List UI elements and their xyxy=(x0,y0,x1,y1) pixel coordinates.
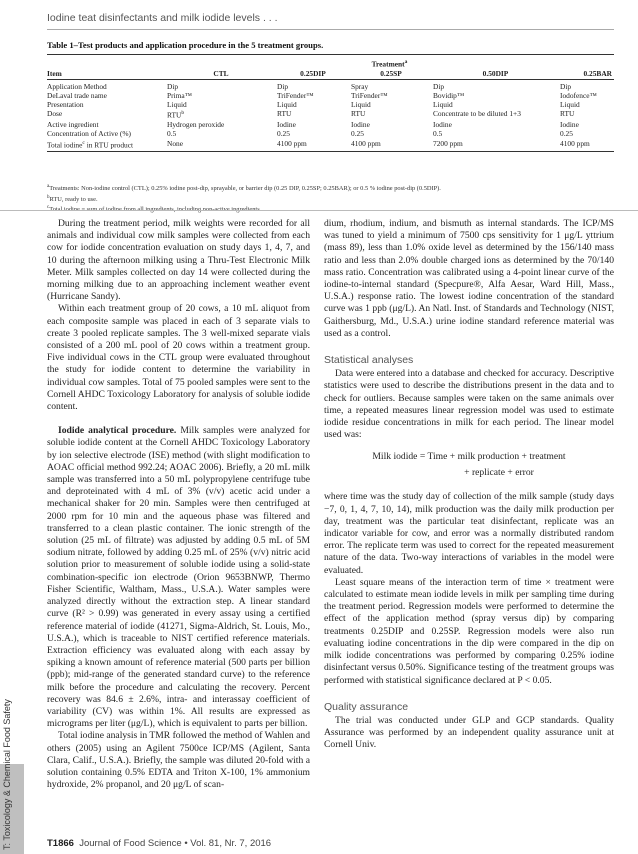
table-row: Concentration of Active (%) 0.5 0.25 0.25 0.5 0.25 xyxy=(47,129,573,139)
journal-volume: Vol. 81, Nr. 7, 2016 xyxy=(190,838,272,849)
table-row: Application Method Dip Dip Spray Dip Dip xyxy=(47,81,572,91)
header-rule xyxy=(47,29,614,30)
col-header-025dip: 0.25DIP xyxy=(277,69,351,80)
paragraph: The trial was conducted under GLP and GCP standards. Quality Assurance was performed by an independent quality assurance unit at Cornell Univ. xyxy=(324,714,614,751)
paragraph: Least square means of the interaction term of time × treatment were calculated to estimate mean iodide levels in milk per sampling time during the treatment period. Regression models were performed to determine the effect of the application method (spray versus dip) by comparing treatments 0.25DIP and 0.25SP. Regression models were also run evaluating iodine concentrations in the dip were compared in the dip on milk iodide concentrations was performed by comparing 0.25% iodine disinfectant versus 0.50%. Significance testing of the treatment groups was performed with statistical significance declared at P < 0.05. xyxy=(324,576,614,686)
col-header-050dip: 0.50DIP xyxy=(433,69,560,80)
left-column xyxy=(47,218,310,791)
section-heading-quality-assurance: Quality assurance xyxy=(324,700,409,713)
table-row: Total iodine$^c$ in RTU product None 4100 ppm 4100 ppm 7200 ppm 4100 ppm xyxy=(47,139,614,152)
paragraph: Iodide analytical procedure. Milk samples were analyzed for soluble iodide content at the Cornell AHDC Toxicology Laboratory by ion selective electrode (ISE) method (with slight modification to AOAC official method 992.24; AOAC 2006). Briefly, a 20 mL milk sample was transferred into a 50 mL polypropylene centrifuge tube and deproteinated with 4 mL of 3% (v/v) acetic acid under a mechanical shaker for 20 min. Samples were then centrifuged at 2000 rpm for 10 min and the aqueous phase was filtered and transferred to a clean plastic container. The ionic strength of the solution (25 mL of filtrate) was adjusted by adding 0.5 mL of 5M sodium nitrate, followed by adding 0.25 mL of 25% (v/v) nitric acid solution prior to measurement of soluble iodide using a solid-state combination-specific ion electrode (Orion 9653BNWP, Thermo Fisher Scientific, Waltham, Mass., U.S.A.). Water samples were analyzed directly without the extraction step. A linear standard curve (R² > 0.99) was generated in every assay using a certified reference material of iodide (41271, Sigma-Aldrich, St. Louis, Mo., U.S.A.), which is traceable to NIST certified reference materials. Extraction efficiency was evaluated along with each assay by spiking a known amount of reference material (500 parts per billion (ppb); mid-range of the generated standard curve) to the reference milk before the procedure and calculating the recovery. Percent recovery was 84.6 ± 2.6%, intra- and interassay coefficient of variability (CV) was within 1%. All results are expressed as micrograms per liter (μg/L), which is equivalent to parts per billion. xyxy=(47,425,310,730)
paragraph: Total iodine analysis in TMR followed the method of Wahlen and others (2005) using an Agilent 7500ce ICP/MS (Agilent, Santa Clara, Calif., U.S.A.). Briefly, the sample was diluted 20-fold with a solution containing 0.5% EDTA and Triton X-100, 1% ammonium hydroxide, 2% propanol, and 20 μg/L of scan- xyxy=(47,730,310,791)
table-title: Table 1–Test products and application procedure in the 5 treatment groups. xyxy=(47,40,324,50)
right-column xyxy=(324,218,614,752)
linear-model-equation: Milk iodide = Time + milk production + treatment + replicate + error xyxy=(372,451,566,479)
col-header-025bar: 0.25BAR xyxy=(560,69,614,80)
footnote: $^b$RTU, ready to use. xyxy=(47,194,98,203)
paragraph: dium, rhodium, indium, and bismuth as internal standards. The ICP/MS was tuned to yield a minimum of 7500 cps sensitivity for 1 μg/L yttrium (mass 89), less than 1.0% oxide level as determined by the 156/140 mass ratio and less than 2.0% double charged ions as determined by the 70/140 mass ratio. Concentration was calibrated using a 4-point linear curve of the iodine-to-internal standard (Specpure®, Alfa Aesar, Ward Hill, Mass., U.S.A.) response ratio. The lowest iodine concentration of the standard curve was 1 ppb (μg/L). An Natl. Inst. of Standards and Technology (NIST, Gaithersburg, Md., U.S.A.) urine iodine standard reference material was used as a control. xyxy=(324,218,614,339)
section-divider xyxy=(0,210,638,211)
page-footer: T1866 Journal of Food Science • Vol. 81, Nr. 7, 2016 xyxy=(47,838,272,849)
table-row: Dose RTU$^b$ RTU RTU Concentrate to be diluted 1+3 RTU xyxy=(47,109,575,120)
paragraph: where time was the study day of collection of the milk sample (study days −7, 0, 1, 4, 7, 10, 14), milk production was the daily milk production per day, treatment was the particular teat disinfectant, replicate was an indicator variable for cow, and error was a normally distributed random error. The replicate term was used to correct for the repeated measurement nature of the data. Two-way interactions of variables in the model were evaluated. xyxy=(324,491,614,576)
footnote: $^c$Total iodine = sum of iodine from all ingredients, including non-active ingredients. xyxy=(47,205,262,214)
item-header: Item xyxy=(47,69,167,80)
footnote: $^a$Treatments: Non-iodine control (CTL); 0.25% iodine post-dip, sprayable, or barrier dip (0.25 DIP, 0.25SP; 0.25BAR); or 0.5 % iodine post-dip (0.5DIP). xyxy=(47,184,441,193)
table-row: Active ingredient Hydrogen peroxide Iodine Iodine Iodine Iodine xyxy=(47,120,579,130)
section-heading-statistical-analyses: Statistical analyses xyxy=(324,354,414,367)
paragraph: Data were entered into a database and checked for accuracy. Descriptive statistics were used to describe the distributions present in the data and to check for outliers. Because samples were taken on the same animals over time, a repeated measures linear regression model was used to estimate iodide residue concentrations in milk for each period. The linear model used was: xyxy=(324,368,614,441)
paragraph: Within each treatment group of 20 cows, a 10 mL aliquot from each composite sample was placed in each of 3 separate vials to create 3 pooled replicate samples. The 3 well-mixed separate vials consisted of a 200 mL pool of 20 cows within a treatment group. Five individual cows in the CTL group were evaluated throughout the study for iodide content to determine the variability in individual cow samples. Total of 75 pooled samples were sent to the Cornell AHDC Toxicology Laboratory for analysis of soluble iodide content. xyxy=(47,303,310,413)
treatment-header: Treatment$^a$ xyxy=(167,55,614,69)
section-side-tab xyxy=(0,699,24,854)
table-row: Presentation Liquid Liquid Liquid Liquid Liquid xyxy=(47,100,580,110)
paragraph: During the treatment period, milk weights were recorded for all animals and individual cow milk samples were collected from each cow for iodide concentration evaluation on study days 1, 4, 7, and 10 during the afternoon milking using a Thru-Test Electronic Milk Meter. Milk samples collected on day 14 were collected during the morning milking due to an approaching inclement weather event (Hurricane Sandy). xyxy=(47,218,310,303)
side-tab-label: T: Toxicology & Chemical Food Safety xyxy=(2,699,12,850)
page-number: T1866 xyxy=(47,838,74,849)
treatment-table xyxy=(47,54,614,152)
col-header-ctl: CTL xyxy=(167,69,277,80)
running-head: Iodine teat disinfectants and milk iodide levels . . . xyxy=(47,12,278,24)
col-header-025sp: 0.25SP xyxy=(351,69,433,80)
journal-name: Journal of Food Science xyxy=(79,838,182,849)
table-row: DeLaval trade name Prima™ TriFender™ TriFender™ Bovidip™ Iodofence™ xyxy=(47,91,597,101)
